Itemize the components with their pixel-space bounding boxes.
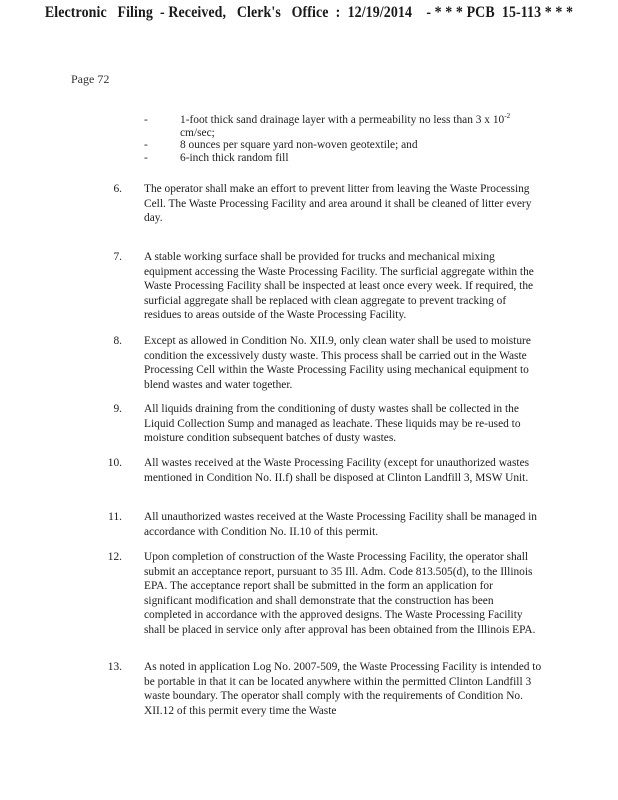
bullet-item bbox=[144, 114, 544, 139]
condition-item-12 bbox=[106, 550, 542, 638]
item-number: 12. bbox=[107, 551, 122, 563]
item-text: All wastes received at the Waste Processing Facility (except for unauthorized wastes mentioned in Condition No. II.f) shall be disposed at Clinton Landfill 3, MSW Unit. bbox=[144, 457, 530, 484]
bullet-text-tail: cm/sec; bbox=[180, 126, 215, 139]
bullet-item bbox=[144, 152, 544, 165]
item-number: 10. bbox=[107, 457, 122, 469]
item-number: 8. bbox=[113, 335, 122, 347]
bullet-text: 1-foot thick sand drainage layer with a permeability no less than 3 x 10 bbox=[180, 114, 505, 126]
item-number: 7. bbox=[113, 251, 122, 263]
item-text: All liquids draining from the conditioning of dusty wastes shall be collected in the Liquid Collection Sump and managed as leachate. These liquids may be re-used to moisture condition subsequent batches of dusty wastes. bbox=[144, 403, 521, 445]
bullet-dash: - bbox=[144, 139, 148, 152]
bullet-list bbox=[144, 114, 544, 164]
item-text: Except as allowed in Condition No. XII.9, only clean water shall be used to moisture condition the excessively dusty waste. This process shall be carried out in the Waste Processing Cell within the Waste Processing Facility using mechanical equipment to blend wastes and water together. bbox=[144, 335, 531, 391]
item-text: A stable working surface shall be provided for trucks and mechanical mixing equipment accessing the Waste Processing Facility. The surficial aggregate within the Waste Processing Facility shall be inspected at least once every week. If required, the surficial aggregate shall be replaced with clean aggregate to prevent tracking of residues to areas outside of the Waste Processing Facility. bbox=[144, 251, 534, 322]
bullet-superscript: -2 bbox=[504, 112, 511, 121]
filing-stamp-header: Electronic Filing - Received, Clerk's Office : 12/19/2014 - * * * PCB 15-113 * * * bbox=[44, 4, 574, 21]
condition-item-13 bbox=[106, 660, 542, 718]
bullet-item bbox=[144, 139, 544, 152]
condition-item-10 bbox=[106, 456, 542, 485]
item-text: All unauthorized wastes received at the Waste Processing Facility shall be managed in accordance with Condition No. II.10 of this permit. bbox=[144, 511, 537, 538]
item-number: 11. bbox=[108, 511, 122, 523]
bullet-text: 6-inch thick random fill bbox=[180, 151, 289, 164]
page-number: Page 72 bbox=[71, 72, 110, 86]
condition-item-6 bbox=[106, 182, 542, 226]
item-number: 13. bbox=[107, 661, 122, 673]
item-number: 9. bbox=[113, 403, 122, 415]
bullet-dash: - bbox=[144, 114, 148, 126]
condition-item-8 bbox=[106, 334, 542, 392]
item-text: The operator shall make an effort to prevent litter from leaving the Waste Processing Cell. The Waste Processing Facility and area around it shall be cleaned of litter every day. bbox=[144, 183, 532, 225]
condition-item-9 bbox=[106, 402, 542, 446]
bullet-dash: - bbox=[144, 151, 148, 164]
item-text: As noted in application Log No. 2007-509, the Waste Processing Facility is intended to be portable in that it can be located anywhere within the permitted Clinton Landfill 3 waste boundary. The operator shall comply with the requirements of Condition No. XII.12 of this permit every time the Waste bbox=[144, 661, 542, 717]
bullet-text: 8 ounces per square yard non-woven geotextile; and bbox=[180, 139, 418, 152]
condition-item-7 bbox=[106, 250, 542, 323]
item-number: 6. bbox=[113, 183, 122, 195]
item-text: Upon completion of construction of the Waste Processing Facility, the operator shall submit an acceptance report, pursuant to 35 Ill. Adm. Code 813.505(d), to the Illinois EPA. The acceptance report shall be submitted in the form an application for significant modification and shall demonstrate that the construction has been completed in accordance with the approved designs. The Waste Processing Facility shall be placed in service only after approval has been obtained from the Illinois EPA. bbox=[144, 551, 536, 636]
condition-item-11 bbox=[106, 510, 542, 539]
